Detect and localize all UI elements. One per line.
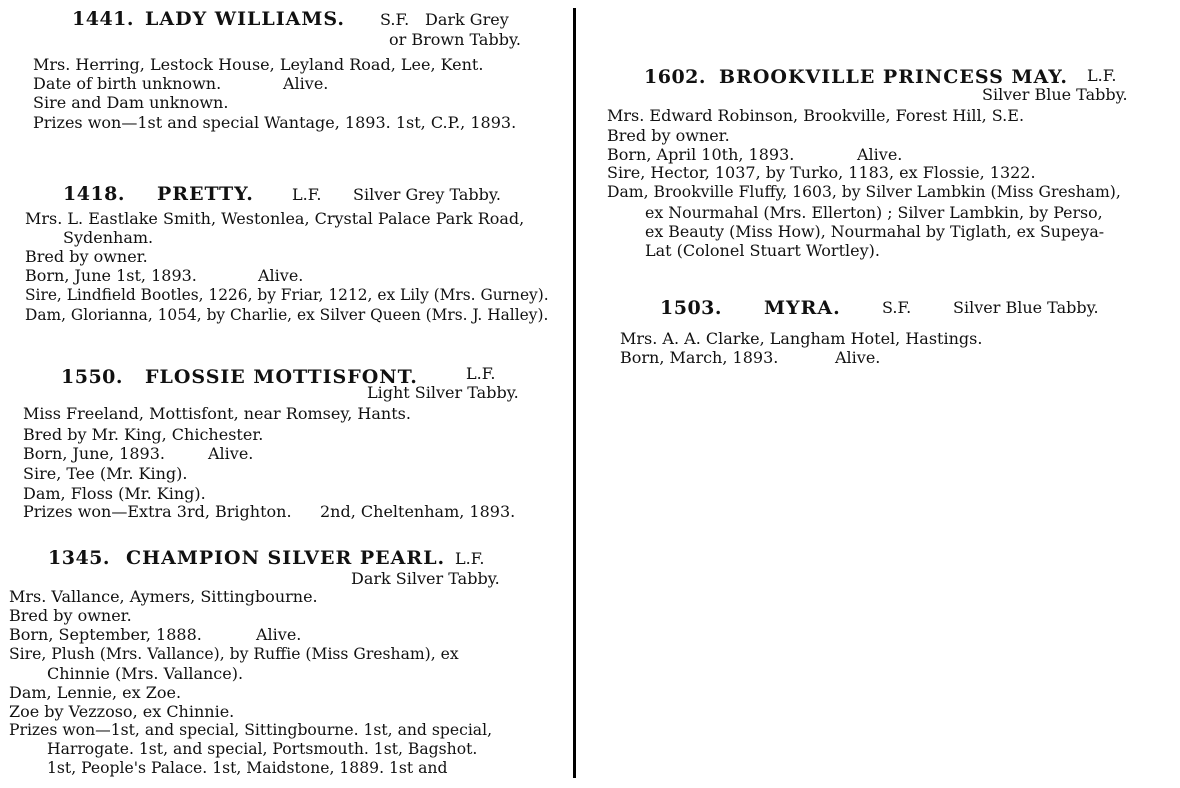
owner-line: Mrs. Edward Robinson, Brookville, Forest Hill, S.E. [607,106,1025,125]
sire-line-continued: Chinnie (Mrs. Vallance). [47,664,244,683]
sire-line: Sire, Plush (Mrs. Vallance), by Ruffie (Miss Gresham), ex [9,645,459,663]
breeder-line: Bred by Mr. King, Chichester. [23,425,264,444]
status-line: Alive. [208,444,254,463]
breeder-line: Bred by owner. [9,606,132,625]
birth-line: Born, April 10th, 1893. [607,145,795,164]
entry-name: CHAMPION SILVER PEARL. [126,547,446,569]
birth-line: Born, March, 1893. [620,348,779,367]
entry-number: 1441. [72,8,134,30]
entry-name: MYRA. [764,297,841,319]
birth-line: Born, June 1st, 1893. [25,266,197,285]
dam-line: Dam, Brookville Fluffy, 1603, by Silver Lambkin (Miss Gresham), [607,183,1121,201]
entry-number: 1418. [63,183,125,205]
prizes-line-2: Harrogate. 1st, and special, Portsmouth. 1st, Bagshot. [47,740,478,758]
sire-line: Sire, Lindfield Bootles, 1226, by Friar, 1212, ex Lily (Mrs. Gurney). [25,286,549,304]
entry-number: 1602. [644,66,706,88]
grand-dam-line: Zoe by Vezzoso, ex Chinnie. [9,702,235,721]
prizes-line: Prizes won—1st, and special, Sittingbourne. 1st, and special, [9,721,493,739]
status-line: Alive. [857,145,903,164]
dam-line: Dam, Lennie, ex Zoe. [9,683,182,702]
birth-line: Born, September, 1888. [9,625,202,644]
owner-line: Mrs. L. Eastlake Smith, Westonlea, Crystal Palace Park Road, [25,209,525,228]
entry-name: FLOSSIE MOTTISFONT. [145,366,418,388]
column-divider [573,8,576,778]
sire-line: Sire, Tee (Mr. King). [23,464,188,483]
status-line: Alive. [258,266,304,285]
owner-line-continued: Sydenham. [63,228,154,247]
entry-sex: S.F. [882,298,912,317]
dam-line-2: ex Nourmahal (Mrs. Ellerton) ; Silver Lambkin, by Perso, [645,203,1103,222]
status-line: Alive. [283,74,329,93]
status-line: Alive. [835,348,881,367]
entry-color-continued: or Brown Tabby. [389,30,521,49]
birth-line: Born, June, 1893. [23,444,165,463]
entry-color: Dark Silver Tabby. [351,569,500,588]
birth-line: Date of birth unknown. [33,74,222,93]
owner-line: Mrs. Vallance, Aymers, Sittingbourne. [9,587,318,606]
dam-line-4: Lat (Colonel Stuart Wortley). [645,241,880,260]
owner-line: Mrs. Herring, Lestock House, Leyland Road, Lee, Kent. [33,55,484,74]
sire-line: Sire, Hector, 1037, by Turko, 1183, ex Flossie, 1322. [607,163,1036,182]
parentage-line: Sire and Dam unknown. [33,93,229,112]
breeder-line: Bred by owner. [607,126,730,145]
entry-number: 1503. [660,297,722,319]
entry-name: PRETTY. [157,183,254,205]
dam-line: Dam, Glorianna, 1054, by Charlie, ex Silver Queen (Mrs. J. Halley). [25,306,549,324]
entry-color: Dark Grey [425,10,509,29]
entry-color: Silver Blue Tabby. [982,85,1128,104]
breeder-line: Bred by owner. [25,247,148,266]
prizes-line: Prizes won—1st and special Wantage, 1893. 1st, C.P., 1893. [33,113,517,132]
entry-name: LADY WILLIAMS. [145,8,346,30]
prizes-line-3: 1st, People's Palace. 1st, Maidstone, 1889. 1st and [47,759,448,777]
entry-sex: L.F. [292,185,322,204]
status-line: Alive. [256,625,302,644]
dam-line-3: ex Beauty (Miss How), Nourmahal by Tiglath, ex Supeya- [645,222,1105,241]
entry-number: 1345. [48,547,110,569]
entry-sex: L.F. [455,549,485,568]
prizes-line: Prizes won—Extra 3rd, Brighton. [23,502,292,521]
owner-line: Mrs. A. A. Clarke, Langham Hotel, Hastings. [620,329,983,348]
entry-color: Silver Grey Tabby. [353,185,501,204]
entry-sex: S.F. [380,10,410,29]
dam-line: Dam, Floss (Mr. King). [23,484,206,503]
prizes-line-continued: 2nd, Cheltenham, 1893. [320,502,516,521]
entry-color: Silver Blue Tabby. [953,298,1099,317]
entry-name: BROOKVILLE PRINCESS MAY. [719,66,1069,88]
entry-number: 1550. [61,366,123,388]
entry-sex: L.F. [466,364,496,383]
entry-sex: L.F. [1087,66,1117,85]
entry-color: Light Silver Tabby. [367,383,519,402]
owner-line: Miss Freeland, Mottisfont, near Romsey, Hants. [23,404,411,423]
